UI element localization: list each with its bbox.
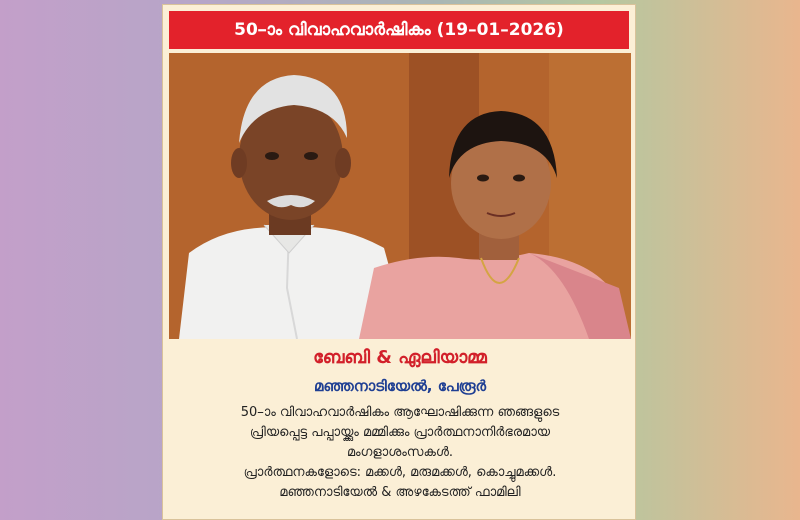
couple-photo — [169, 53, 631, 339]
anniversary-card — [162, 4, 636, 520]
message-line: പ്രിയപ്പെട്ട പപ്പായ്ക്കും മമ്മിക്കും പ്രാർത്ഥനാനിർഭരമായ — [249, 425, 551, 440]
message-line: 50–ാം വിവാഹവാർഷികം ആഘോഷിക്കുന്ന ഞങ്ങളുടെ — [240, 405, 560, 420]
message-line: പ്രാർത്ഥനകളോടെ: മക്കൾ, മരുമക്കൾ, കൊച്ചുമക്കൾ. — [243, 465, 557, 480]
banner-title: 50–ാം വിവാഹവാർഷികം (19–01–2026) — [234, 20, 564, 40]
anniversary-banner — [169, 11, 629, 49]
couple-names: ബേബി & ഏലിയാമ്മ — [313, 347, 487, 368]
message-line: മഞ്ഞനാടിയേൽ & അഴകേടത്ത് ഫാമിലി — [279, 485, 521, 500]
couple-photo-illustration — [169, 53, 631, 339]
message-line: മംഗളാശംസകൾ. — [346, 445, 454, 460]
greeting-message — [175, 403, 625, 503]
family-house-name: മഞ്ഞനാടിയേൽ, പേരൂർ — [313, 377, 487, 395]
